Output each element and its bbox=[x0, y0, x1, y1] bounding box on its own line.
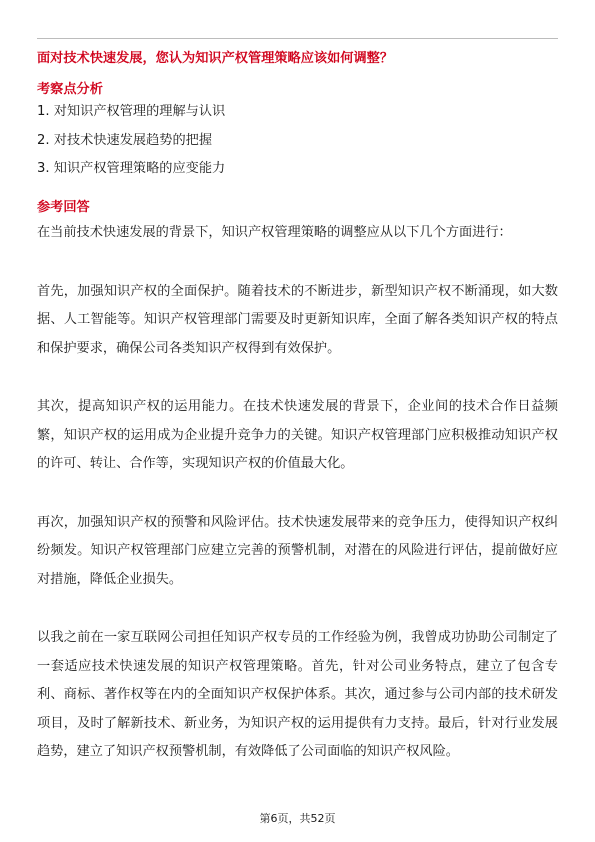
question-heading: 面对技术快速发展，您认为知识产权管理策略应该如何调整？ bbox=[37, 51, 394, 66]
focus-item: 2. 对技术快速发展趋势的把握 bbox=[37, 132, 213, 148]
answer-section-title: 参考回答 bbox=[37, 200, 90, 215]
header-rule bbox=[37, 38, 558, 39]
answer-paragraph-second: 其次，提高知识产权的运用能力。在技术快速发展的背景下，企业间的技术合作日益频繁，知识产权的运用成为企业提升竞争力的关键。知识产权管理部门应积极推动知识产权的许可、转让、合作等，实现知识产权的价值最大化。 bbox=[37, 399, 558, 471]
focus-list bbox=[37, 102, 558, 188]
page-number: 第6页，共52页 bbox=[259, 812, 336, 825]
answer-intro-paragraph: 在当前技术快速发展的背景下，知识产权管理策略的调整应从以下几个方面进行： bbox=[37, 225, 512, 240]
answer-body bbox=[37, 219, 558, 797]
answer-paragraph-example: 以我之前在一家互联网公司担任知识产权专员的工作经验为例，我曾成功协助公司制定了一套适应技术快速发展的知识产权管理策略。首先，针对公司业务特点，建立了包含专利、商标、著作权等在内的全面知识产权保护体系。其次，通过参与公司内部的技术研发项目，及时了解新技术、新业务，为知识产权的运用提供有力支持。最后，针对行业发展趋势，建立了知识产权预警机制，有效降低了公司面临的知识产权风险。 bbox=[37, 630, 558, 759]
answer-paragraph-third: 再次，加强知识产权的预警和风险评估。技术快速发展带来的竞争压力，使得知识产权纠纷频发。知识产权管理部门应建立完善的预警机制，对潜在的风险进行评估，提前做好应对措施，降低企业损失。 bbox=[37, 514, 558, 587]
focus-item: 1. 对知识产权管理的理解与认识 bbox=[37, 104, 226, 119]
answer-paragraph-first: 首先，加强知识产权的全面保护。随着技术的不断进步，新型知识产权不断涌现，如大数据、人工智能等。知识产权管理部门需要及时更新知识库，全面了解各类知识产权的特点和保护要求，确保公司各类知识产权得到有效保护。 bbox=[37, 283, 558, 356]
focus-section-title: 考察点分析 bbox=[37, 82, 103, 97]
focus-item: 3. 知识产权管理策略的应变能力 bbox=[37, 161, 226, 176]
